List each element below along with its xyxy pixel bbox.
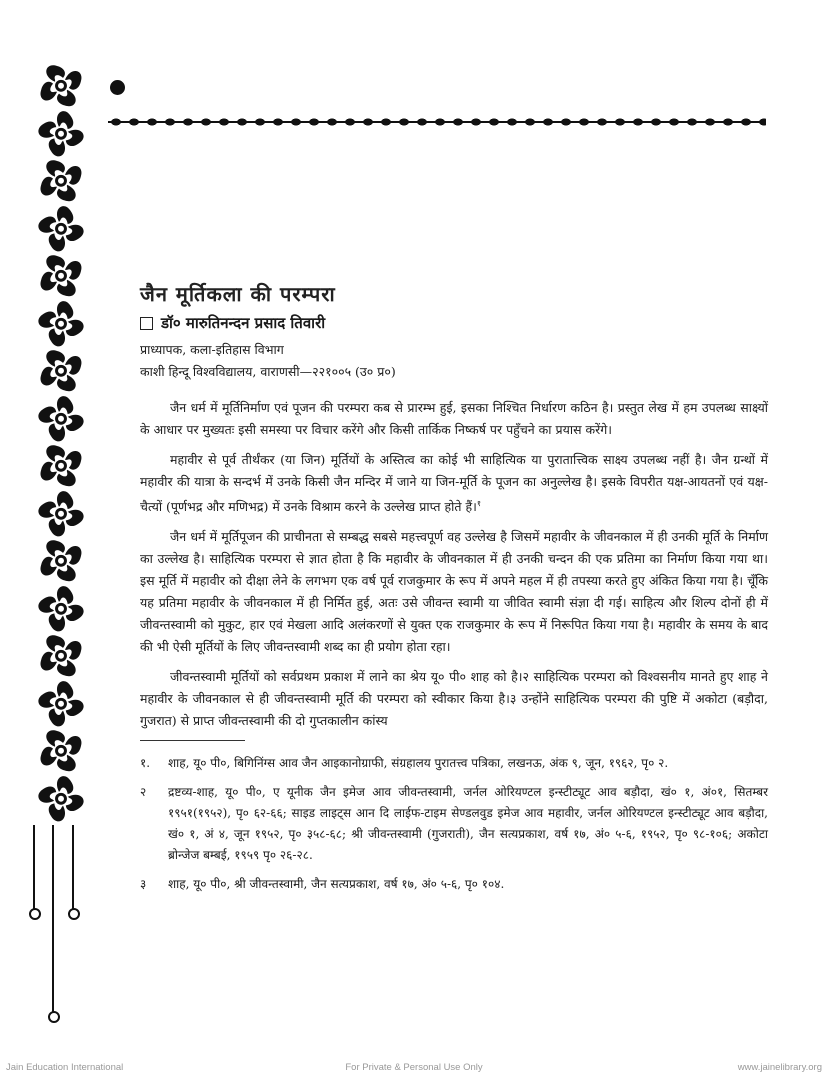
paragraph: जैन धर्म में मूर्तिपूजन की प्राचीनता से सम्बद्ध सबसे महत्त्वपूर्ण वह उल्लेख है जिसमें महावीर के जीवनकाल में ही उनकी मूर्ति के निर्माण का उल्लेख है। साहित्यिक परम्परा से ज्ञात होता है कि महावीर के जीवनकाल में ही उनकी चन्दन की एक प्रतिमा का निर्माण किया गया था। इस मूर्ति में महावीर को दीक्षा लेने के लगभग एक वर्ष पूर्व राजकुमार के रूप में अपने महल में ही तपस्या करते हुए अंकित किया गया है। चूँकि यह प्रतिमा महावीर के जीवनकाल में ही निर्मित हुई, अतः उसे जीवन्त स्वामी या जीवित स्वामी संज्ञा दी गई। साहित्य और शिल्प दोनों ही में जीवन्तस्वामी को मुकुट, हार एवं मेखला आदि अलंकरणों से युक्त एक राजकुमार के रूप में निरूपित किया गया है। महावीर के समय के बाद की भी ऐसी मूर्तियों के लिए जीवन्तस्वामी शब्द का ही प्रयोग होता रहा। <box>140 529 768 655</box>
dotted-rule-ornament <box>108 118 766 126</box>
article <box>140 280 768 903</box>
pendant-ring-left <box>29 908 41 920</box>
footer-website-link[interactable]: www.jainelibrary.org <box>737 1062 822 1073</box>
paragraph: जीवन्तस्वामी मूर्तियों को सर्वप्रथम प्रकाश में लाने का श्रेय यू० पी० शाह को है।२ साहित्यिक परम्परा को विश्वसनीय मानते हुए शाह ने महावीर के जीवनकाल से ही जीवन्तस्वामी मूर्ति की परम्परा को स्वीकार किया है।३ उन्होंने साहित्यिक परम्परा की पुष्टि में अकोटा (बड़ौदा, गुजरात) से प्राप्त जीवन्तस्वामी की दो गुप्तकालीन कांस्य <box>140 669 768 729</box>
footer-publisher: Jain Education International <box>6 1062 124 1073</box>
footnote-text: द्रष्टव्य-शाह, यू० पी०, ए यूनीक जैन इमेज आव जीवन्तस्वामी, जर्नल ओरियण्टल इन्स्टीट्यूट आव बड़ौदा, खं० १, अं०१, सितम्बर १९५१(१९५२), पृ० ६२-६६; साइड लाइट्स आन दि लाईफ-टाइम सेण्डलवुड इमेज आव महावीर, जर्नल ओरियण्टल इन्स्टीट्यूट आव बड़ौदा, खं० १, अं ४, जून १९५२, पृ० ३५८-६८; श्री जीवन्तस्वामी (गुजराती), जैन सत्यप्रकाश, वर्ष १७, अं० ५-६, १९५२, पृ० ९८-१०६; अकोटा ब्रोन्जेज बम्बई, १९५९ पृ० २६-२८. <box>168 785 768 863</box>
footnote-divider <box>140 740 245 741</box>
footnote-ref[interactable]: १ <box>476 499 482 508</box>
square-bullet-icon <box>140 317 153 330</box>
pendant-ring-center <box>48 1011 60 1023</box>
pendant-chains <box>0 0 100 1086</box>
footnote-text: शाह, यू० पी०, श्री जीवन्तस्वामी, जैन सत्यप्रकाश, वर्ष १७, अं० ५-६, पृ० १०४. <box>168 877 505 892</box>
footnote-number: २ <box>140 785 147 800</box>
author-institution: काशी हिन्दू विश्वविद्यालय, वाराणसी—२२१००५ (उ० प्र०) <box>140 364 396 379</box>
article-body <box>140 397 768 732</box>
paragraph: जैन धर्म में मूर्तिनिर्माण एवं पूजन की परम्परा कब से प्रारम्भ हुई, इसका निश्चित निर्धारण कठिन है। प्रस्तुत लेख में हम उपलब्ध साक्ष्यों के आधार पर मुख्यतः इसी समस्या पर विचार करेंगे और किसी तार्किक निष्कर्ष पर पहुँचने का प्रयास करेंगे। <box>140 400 768 437</box>
author-line <box>140 313 768 333</box>
footnote-item <box>140 782 768 866</box>
author-designation: प्राध्यापक, कला-इतिहास विभाग <box>140 342 284 357</box>
footnotes <box>140 753 768 895</box>
pendant-line-center <box>52 825 54 1013</box>
bullet-dot-ornament <box>110 80 125 95</box>
footnote-item <box>140 753 768 774</box>
author-name: डॉ० मारुतिनन्दन प्रसाद तिवारी <box>161 314 326 332</box>
paragraph: महावीर से पूर्व तीर्थंकर (या जिन) मूर्तियों के अस्तित्व का कोई भी साहित्यिक या पुरातात्त्विक साक्ष्य उपलब्ध नहीं है। जैन ग्रन्थों में महावीर की यात्रा के सन्दर्भ में उनके किसी जैन मन्दिर में जाने या जिन-मूर्ति के पूजन का अनुल्लेख है। इसके विपरीत यक्ष-आयतनों एवं यक्ष-चैत्यों (पूर्णभद्र और मणिभद्र) में उनके विश्राम करने के उल्लेख प्राप्त होते हैं।$^१$ <box>140 452 768 515</box>
footnote-item <box>140 874 768 895</box>
pendant-ring-right <box>68 908 80 920</box>
article-title: जैन मूर्तिकला की परम्परा <box>140 282 336 306</box>
footer-usage-note: For Private & Personal Use Only <box>345 1062 483 1073</box>
page-footer <box>0 1060 828 1080</box>
footnote-number: १. <box>140 756 151 771</box>
pendant-line-right <box>72 825 74 910</box>
pendant-line-left <box>33 825 35 910</box>
footnote-text: शाह, यू० पी०, बिगिनिंग्स आव जैन आइकानोग्राफी, संग्रहालय पुरातत्त्व पत्रिका, लखनऊ, अंक ९, जून, १९६२, पृ० २. <box>168 756 669 771</box>
footnote-number: ३ <box>140 877 147 892</box>
